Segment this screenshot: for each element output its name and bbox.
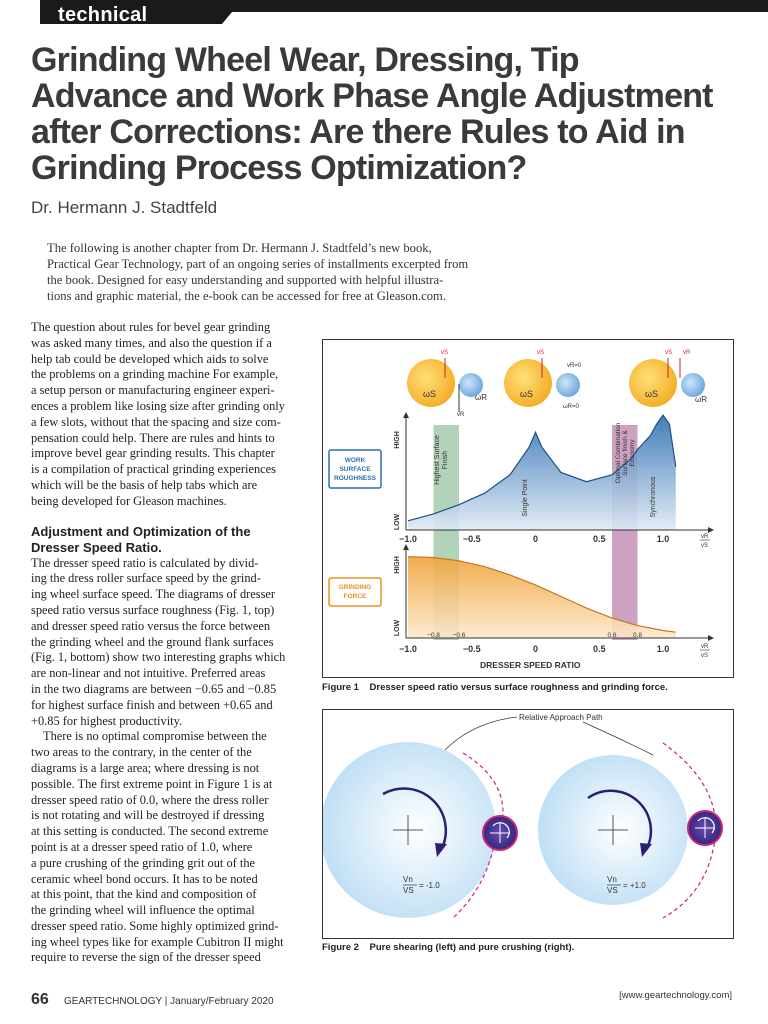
body-line: at this setting is conducted. The second extreme bbox=[31, 824, 269, 839]
svg-text:Vn: Vn bbox=[607, 875, 617, 884]
svg-text:WORK: WORK bbox=[344, 457, 366, 464]
body-paragraph-1 bbox=[31, 320, 300, 510]
body-line: require to reverse the sign of the dresser speed bbox=[31, 950, 261, 965]
body-line: the grinding wheel will influence the optimal bbox=[31, 903, 255, 918]
top-tick-label: 0 bbox=[532, 534, 539, 544]
author-byline: Dr. Hermann J. Stadtfeld bbox=[31, 198, 218, 217]
body-paragraph-2 bbox=[31, 556, 300, 730]
body-line: are non-linear and not intuitive. Preferred areas bbox=[31, 666, 266, 681]
force-box bbox=[329, 578, 381, 606]
body-line: help tab could be developed which aids to solve bbox=[31, 351, 269, 366]
body-line: point is at a dresser speed ratio of 1.0, where bbox=[31, 839, 253, 854]
title-line: after Corrections: Are there Rules to Aid in bbox=[31, 113, 685, 151]
top-tick-label: −1.0 bbox=[399, 534, 417, 544]
svg-text:vR=0: vR=0 bbox=[567, 363, 582, 369]
roughness-box bbox=[329, 450, 381, 488]
svg-text:HIGH: HIGH bbox=[394, 556, 401, 574]
band-tick-label: −0.8 bbox=[427, 632, 440, 639]
top-tick-label: 0.5 bbox=[592, 534, 606, 544]
body-line: a few slots, without that the spacing and size com- bbox=[31, 414, 281, 429]
ratio-numerator: vR bbox=[701, 534, 709, 540]
wheel-illustration-1 bbox=[407, 350, 487, 418]
body-line: for highest surface finish and between +0.65 and bbox=[31, 697, 273, 712]
figure-1-caption-text: Dresser speed ratio versus surface roughness and grinding force. bbox=[369, 682, 668, 693]
svg-text:GRINDING: GRINDING bbox=[338, 584, 372, 591]
bottom-tick-label: 0.5 bbox=[592, 644, 606, 654]
intro-line: tions and graphic material, the e-book can be accessed for free at Gleason.com. bbox=[47, 289, 446, 303]
article-title bbox=[31, 42, 751, 186]
body-line: a setup person or manufacturing engineer experi- bbox=[31, 383, 275, 398]
svg-text:HIGH: HIGH bbox=[394, 431, 401, 449]
svg-text:Relative Approach Path: Relative Approach Path bbox=[519, 713, 603, 722]
bottom-tick-label: −0.5 bbox=[462, 644, 481, 654]
figure-2-graphic bbox=[323, 710, 733, 938]
svg-text:ωR: ωR bbox=[695, 395, 708, 404]
bottom-x-arrow bbox=[708, 635, 714, 641]
svg-text:Highest Surface: Highest Surface bbox=[434, 435, 441, 485]
body-line: two areas to the contrary, in the center of the bbox=[31, 745, 252, 760]
svg-text:vR: vR bbox=[683, 350, 691, 356]
bottom-tick-label: 1.0 bbox=[656, 644, 670, 654]
figure-2-caption-label: Figure 2 bbox=[322, 942, 359, 953]
intro-paragraph bbox=[47, 240, 487, 304]
figure-1-graphic bbox=[323, 340, 733, 677]
svg-text:ROUGHNESS: ROUGHNESS bbox=[334, 475, 376, 482]
svg-text:= -1.0: = -1.0 bbox=[419, 881, 440, 890]
website-link[interactable]: [www.geartechnology.com] bbox=[619, 990, 732, 1001]
body-line: was asked many times, and also the question if a bbox=[31, 335, 272, 350]
band-tick-label: 0.8 bbox=[632, 632, 643, 639]
ratio-denominator: vS bbox=[701, 543, 709, 549]
body-line: the grinding wheel and the ground flank surfaces bbox=[31, 634, 274, 649]
svg-text:SURFACE: SURFACE bbox=[339, 466, 371, 473]
svg-text:ωS: ωS bbox=[645, 389, 659, 399]
body-line: The question about rules for bevel gear grinding bbox=[31, 320, 271, 334]
body-line: improve bevel gear grinding results. This chapter bbox=[31, 446, 275, 461]
svg-text:VS: VS bbox=[403, 886, 414, 895]
intro-line: the book. Designed for easy understanding and supported with helpful illustra- bbox=[47, 273, 444, 287]
svg-text:Optimal Combination: Optimal Combination bbox=[615, 422, 622, 484]
body-line: pensation could help. There are rules and hints to bbox=[31, 430, 275, 445]
svg-text:VS: VS bbox=[607, 886, 618, 895]
intro-line: Practical Gear Technology, part of an ongoing series of installments excerpted from bbox=[47, 257, 469, 271]
page-number: 66 bbox=[31, 991, 49, 1008]
section-heading-line: Adjustment and Optimization of the bbox=[31, 523, 251, 539]
body-paragraph-3 bbox=[31, 729, 300, 966]
wheel-illustration-3 bbox=[629, 350, 707, 407]
body-line: ceramic wheel bond occurs. It has to be noted bbox=[31, 871, 258, 886]
body-line: is a compilation of practical grinding experiences bbox=[31, 462, 276, 477]
body-line: The dresser speed ratio is calculated by divid- bbox=[31, 555, 259, 570]
body-line: dresser speed ratio of 0.0, where the dress roller bbox=[31, 792, 269, 807]
bottom-tick-label: 0 bbox=[532, 644, 539, 654]
body-line: ing the dress roller surface speed by the grind- bbox=[31, 571, 261, 586]
svg-text:ωS: ωS bbox=[423, 389, 437, 399]
left-wheel-pair bbox=[323, 742, 517, 918]
svg-text:= +1.0: = +1.0 bbox=[623, 881, 646, 890]
ratio-denominator: vS bbox=[701, 653, 709, 659]
body-column bbox=[31, 320, 300, 966]
body-line: There is no optimal compromise between the bbox=[43, 729, 267, 744]
svg-text:Vn: Vn bbox=[403, 875, 413, 884]
svg-text:ωR=0: ωR=0 bbox=[563, 404, 579, 410]
body-line: diagrams is a large area; where dressing is not bbox=[31, 760, 260, 775]
body-line: which will be the basis of help tabs which are bbox=[31, 477, 258, 492]
figure-1-caption bbox=[322, 682, 668, 693]
bottom-y-arrow bbox=[403, 544, 409, 550]
svg-text:LOW: LOW bbox=[394, 513, 401, 531]
top-tick-label: 1.0 bbox=[656, 534, 670, 544]
body-line: speed ratio versus surface roughness (Fig. 1, top) bbox=[31, 602, 275, 617]
svg-text:vS: vS bbox=[537, 350, 545, 356]
svg-text:ωR: ωR bbox=[475, 393, 488, 402]
right-wheel-pair bbox=[538, 743, 722, 918]
body-line: in the two diagrams are between −0.65 and −0.85 bbox=[31, 681, 277, 696]
title-line: Grinding Wheel Wear, Dressing, Tip bbox=[31, 41, 579, 79]
section-tag: technical bbox=[58, 4, 148, 26]
top-x-arrow bbox=[708, 527, 714, 533]
figure-2-caption-text: Pure shearing (left) and pure crushing (right). bbox=[369, 942, 575, 953]
magazine-issue: GEARTECHNOLOGY | January/February 2020 bbox=[64, 996, 274, 1007]
body-line: (Fig. 1, bottom) show two interesting graphs which bbox=[31, 650, 286, 665]
svg-text:Finish: Finish bbox=[442, 450, 449, 470]
body-line: is not rotating and will be destroyed if dressing bbox=[31, 808, 265, 823]
svg-text:vR: vR bbox=[457, 412, 465, 418]
intro-line: The following is another chapter from Dr. Hermann J. Stadtfeld’s new book, bbox=[47, 241, 432, 255]
svg-text:vS: vS bbox=[441, 350, 449, 356]
body-line: ing wheel surface speed. The diagrams of dresser bbox=[31, 587, 276, 602]
ratio-numerator: vR bbox=[701, 644, 709, 650]
svg-text:DRESSER SPEED RATIO: DRESSER SPEED RATIO bbox=[480, 660, 581, 670]
body-line: the problems on a grinding machine For example, bbox=[31, 367, 279, 382]
svg-text:Synchronous: Synchronous bbox=[650, 476, 657, 518]
top-tick-label: −0.5 bbox=[462, 534, 481, 544]
figure-2 bbox=[322, 709, 734, 939]
svg-text:Single Point: Single Point bbox=[522, 479, 529, 517]
svg-text:Surface finish &: Surface finish & bbox=[622, 430, 629, 476]
wheel-illustration-2 bbox=[504, 350, 582, 410]
section-heading-line: Dresser Speed Ratio. bbox=[31, 539, 162, 555]
body-line: being developed for Gleason machines. bbox=[31, 493, 227, 508]
band-tick-label: −0.6 bbox=[452, 632, 466, 639]
title-line: Advance and Work Phase Angle Adjustment bbox=[31, 77, 713, 115]
body-line: ing wheel types like for example Cubitron II might bbox=[31, 934, 284, 949]
body-line: at this point, that the kind and composition of bbox=[31, 887, 257, 902]
title-line: Grinding Process Optimization? bbox=[31, 149, 527, 187]
svg-text:Economy: Economy bbox=[629, 439, 636, 467]
body-line: dresser speed ratio. Some highly optimized grind- bbox=[31, 918, 279, 933]
body-line: possible. The first extreme point in Figure 1 is at bbox=[31, 776, 273, 791]
body-line: a pure crushing of the grinding grit out of the bbox=[31, 855, 256, 870]
svg-text:vS: vS bbox=[665, 350, 673, 356]
svg-text:FORCE: FORCE bbox=[343, 593, 367, 600]
svg-text:ωS: ωS bbox=[520, 389, 534, 399]
band-tick-label: 0.6 bbox=[607, 632, 617, 639]
bottom-tick-label: −1.0 bbox=[399, 644, 417, 654]
figure-1-caption-label: Figure 1 bbox=[322, 682, 359, 693]
body-line: ences a problem like losing size after grinding only bbox=[31, 398, 285, 413]
svg-text:LOW: LOW bbox=[394, 619, 401, 637]
figure-1 bbox=[322, 339, 734, 678]
body-line: +0.85 for highest productivity. bbox=[31, 713, 183, 728]
body-line: and dresser speed ratio versus the force between bbox=[31, 618, 271, 633]
figure-2-caption bbox=[322, 942, 574, 953]
top-y-arrow bbox=[403, 412, 409, 418]
